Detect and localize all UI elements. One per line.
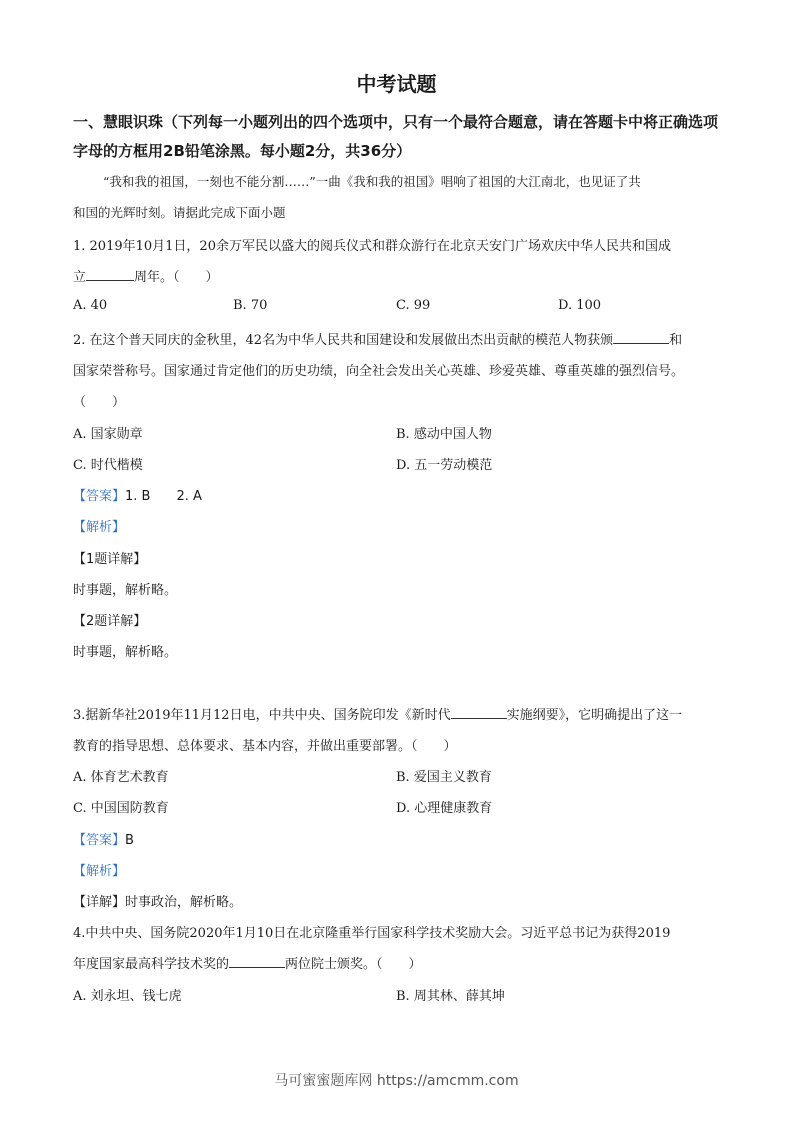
q2-option-a: A. 国家勋章: [73, 427, 143, 442]
q3-line-1: [73, 704, 682, 723]
q1-line-2: [73, 266, 219, 285]
q2-line-3: （ ）: [73, 395, 126, 410]
intro-line-1: “我和我的祖国，一刻也不能分割……”一曲《我和我的祖国》唱响了祖国的大江南北，也见证了共: [103, 174, 641, 189]
q1-option-c: C. 99: [396, 298, 431, 313]
q3-option-a: A. 体育艺术教育: [73, 770, 169, 785]
detail-1-text: 时事题，解析略。: [73, 583, 178, 598]
q1-line-2-pre: 立: [73, 270, 87, 285]
answer-label: 【答案】: [73, 489, 126, 504]
q4-option-a: A. 刘永坦、钱七虎: [73, 989, 182, 1004]
q3-option-b: B. 爱国主义教育: [396, 770, 492, 785]
q3-option-c: C. 中国国防教育: [73, 801, 169, 816]
section-heading: 一、慧眼识珠（下列每一小题列出的四个选项中，只有一个最符合题意，请在答题卡中将正确选项字母的方框用2B铅笔涂黑。每小题2分，共36分）: [73, 113, 719, 160]
analysis-3-label: 【解析】: [73, 864, 126, 879]
footer-watermark: 马可蜜蜜题库网 https://amcmm.com: [274, 1073, 519, 1089]
q3-line-2: 教育的指导思想、总体要求、基本内容，并做出重要部署。（ ）: [73, 739, 457, 754]
answer-12: [73, 485, 202, 504]
q4-blank: [229, 955, 285, 968]
q4-line-2: [73, 953, 422, 972]
q3-line-1-post: 实施纲要》，它明确提出了这一: [506, 708, 683, 723]
detail-1-label: 【1题详解】: [73, 552, 147, 567]
answer-3-label: 【答案】: [73, 833, 126, 848]
answer-value: 1. B 2. A: [125, 489, 202, 504]
q1-line-2-post: 周年。（ ）: [134, 270, 219, 285]
q2-option-c: C. 时代楷模: [73, 458, 143, 473]
q3-option-d: D. 心理健康教育: [396, 801, 493, 816]
q2-line-1-post: 和: [669, 333, 683, 348]
q4-line-1: 4.中共中央、国务院2020年1月10日在北京隆重举行国家科学技术奖励大会。习近平总书记为获得2019: [73, 926, 671, 941]
q1-blank: [86, 268, 134, 281]
q2-line-1: [73, 329, 682, 348]
detail-3: [73, 891, 242, 910]
q1-option-d: D. 100: [558, 298, 602, 313]
q1-option-b: B. 70: [233, 298, 268, 313]
detail-3-text: 时事政治，解析略。: [125, 895, 243, 910]
q4-option-b: B. 周其林、薛其坤: [396, 989, 505, 1004]
q2-line-2: 国家荣誉称号。国家通过肯定他们的历史功绩，向全社会发出关心英雄、珍爱英雄、尊重英雄的强烈信号。: [73, 364, 685, 379]
page-title: 中考试题: [356, 72, 437, 96]
q2-option-d: D. 五一劳动模范: [396, 458, 493, 473]
q2-line-1-pre: 2. 在这个普天同庆的金秋里，42名为中华人民共和国建设和发展做出杰出贡献的模范人物获颁: [73, 333, 614, 348]
q4-line-2-post: 两位院士颁奖。（ ）: [285, 957, 422, 972]
detail-2-label: 【2题详解】: [73, 614, 147, 629]
q2-option-b: B. 感动中国人物: [396, 427, 492, 442]
detail-2-text: 时事题，解析略。: [73, 645, 178, 660]
detail-3-label: 【详解】: [73, 895, 126, 910]
q3-line-1-pre: 3.据新华社2019年11月12日电，中共中央、国务院印发《新时代: [73, 708, 451, 723]
q1-option-a: A. 40: [73, 298, 108, 313]
analysis-label: 【解析】: [73, 520, 126, 535]
q1-line-1: 1. 2019年10月1日，20余万军民以盛大的阅兵仪式和群众游行在北京天安门广场欢庆中华人民共和国成: [73, 239, 671, 254]
answer-3-value: B: [125, 833, 134, 848]
q2-blank: [613, 331, 669, 344]
q3-blank: [451, 706, 507, 719]
intro-line-2: 和国的光辉时刻。请据此完成下面小题: [73, 205, 286, 220]
q4-line-2-pre: 年度国家最高科学技术奖的: [73, 957, 230, 972]
answer-3: [73, 829, 134, 848]
